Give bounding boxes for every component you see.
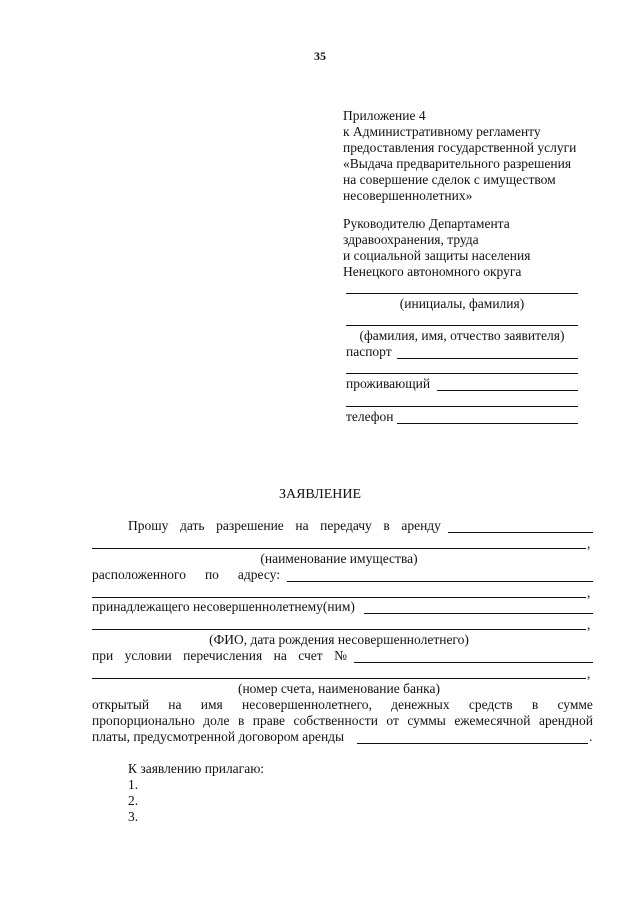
condition-word: на (273, 648, 287, 663)
appendix-line: к Административному регламенту (343, 124, 541, 139)
address-word: расположенного (92, 567, 186, 582)
condition-word: счет (298, 648, 323, 663)
applicant-name-field[interactable] (346, 325, 578, 326)
owner-label: принадлежащего несовершеннолетнему(ним) (92, 599, 355, 614)
address-word: по (204, 567, 219, 582)
addressee-line: здравоохранения, труда (343, 232, 479, 247)
condition-word: при (92, 648, 114, 663)
minor-caption: (ФИО, дата рождения несовершеннолетнего) (209, 632, 469, 647)
addressee-line: Руководителю Департамента (343, 216, 510, 231)
opened-text (92, 697, 593, 713)
account-field[interactable] (354, 662, 593, 663)
attachments-list (128, 777, 138, 825)
condition-word: № (334, 648, 347, 663)
appendix-line: предоставления государственной услуги (343, 140, 577, 155)
appendix-line: Приложение 4 (343, 108, 426, 123)
condition-text (92, 648, 347, 664)
addressee-line: Ненецкого автономного округа (343, 264, 522, 279)
passport-field[interactable] (397, 358, 578, 359)
payment-label: платы, предусмотренной договором аренды (92, 729, 345, 744)
address-field[interactable] (287, 581, 593, 582)
statement-title: ЗАЯВЛЕНИЕ (278, 487, 362, 502)
addressee-block (343, 216, 530, 280)
request-word: на (295, 518, 309, 533)
condition-word: перечисления (183, 648, 263, 663)
address-word: адресу: (237, 567, 280, 582)
initials-caption: (инициалы, фамилия) (399, 296, 525, 311)
proportional-text: пропорционально доле в праве собственности от суммы ежемесячной арендной (92, 713, 593, 728)
opened-word: средств (468, 697, 513, 712)
applicant-caption: (фамилия, имя, отчество заявителя) (359, 328, 565, 343)
opened-word: сумме (557, 697, 593, 712)
lease-object-field[interactable] (448, 532, 593, 533)
opened-word: имя (200, 697, 223, 712)
attachment-item[interactable]: 3. (128, 809, 139, 824)
request-word: дать (179, 518, 205, 533)
appendix-line: на совершение сделок с имуществом (343, 172, 556, 187)
bank-field[interactable] (92, 678, 586, 679)
phone-label: телефон (346, 409, 394, 424)
comma: , (587, 666, 591, 681)
request-text (128, 518, 441, 534)
property-name-field[interactable] (92, 548, 586, 549)
passport-label: паспорт (346, 344, 392, 359)
address-text (92, 567, 280, 583)
residence-field-extra[interactable] (346, 406, 578, 407)
appendix-line: несовершеннолетних» (343, 188, 473, 203)
request-word: Прошу (128, 518, 169, 533)
opened-word: на (168, 697, 182, 712)
period: . (589, 729, 593, 744)
residing-label: проживающий (346, 376, 431, 391)
opened-word: открытый (92, 697, 150, 712)
head-name-field[interactable] (346, 293, 578, 294)
comma: , (587, 617, 591, 632)
address-field-extra[interactable] (92, 597, 586, 598)
attachments-title: К заявлению прилагаю: (128, 761, 265, 776)
opened-word: несовершеннолетнего, (242, 697, 372, 712)
appendix-block (343, 108, 576, 204)
minor-name-field[interactable] (92, 629, 586, 630)
page-number: 35 (314, 49, 326, 63)
request-word: аренду (401, 518, 441, 533)
account-caption: (номер счета, наименование банка) (237, 681, 441, 696)
property-caption: (наименование имущества) (260, 551, 418, 566)
residence-field[interactable] (437, 390, 578, 391)
comma: , (587, 585, 591, 600)
condition-word: условии (124, 648, 172, 663)
request-word: в (383, 518, 390, 533)
owner-field[interactable] (364, 613, 593, 614)
attachment-item[interactable]: 2. (128, 793, 139, 808)
request-word: передачу (320, 518, 372, 533)
addressee-line: и социальной защиты населения (343, 248, 531, 263)
request-word: разрешение (216, 518, 284, 533)
amount-field[interactable] (357, 743, 588, 744)
opened-word: в (531, 697, 539, 712)
opened-word: денежных (391, 697, 450, 712)
phone-field[interactable] (397, 423, 578, 424)
passport-field-extra[interactable] (346, 373, 578, 374)
appendix-line: «Выдача предварительного разрешения (343, 156, 572, 171)
attachment-item[interactable]: 1. (128, 777, 139, 792)
comma: , (587, 536, 591, 551)
